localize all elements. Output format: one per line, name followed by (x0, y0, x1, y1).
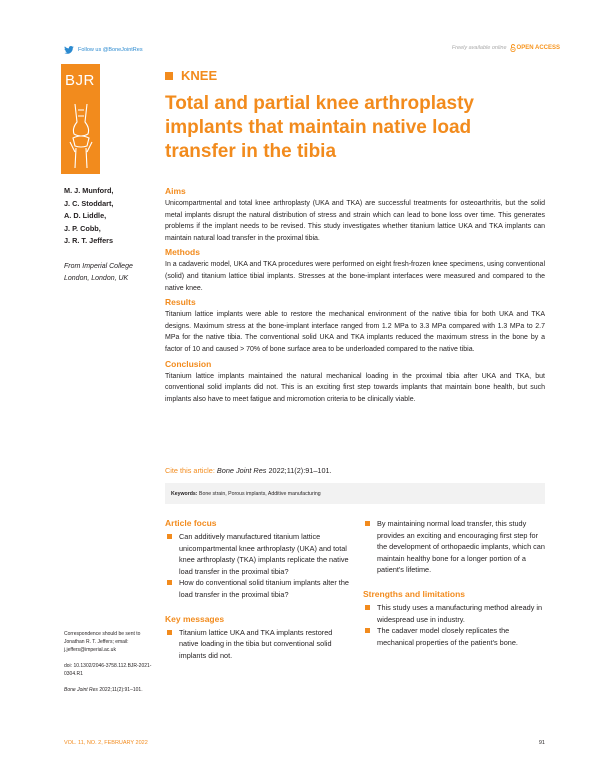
keywords-label: Keywords: (171, 491, 198, 497)
journal-logo: BJR (65, 72, 95, 89)
author: J. P. Cobb, (64, 223, 101, 233)
correspondence (64, 630, 159, 694)
correspondence-text: Correspondence should be sent to Jonathan R. T. Jeffers; email: j.jeffers@imperial.ac.uk (64, 631, 141, 653)
knee-joint-illustration-icon (66, 102, 96, 170)
keywords-box (165, 483, 545, 504)
journal-ref-name: Bone Joint Res (64, 687, 98, 693)
twitter-bird-icon (64, 46, 74, 54)
abstract-text-aims: Unicompartmental and total knee arthroplasty (UKA and TKA) are successful treatments for osteoarthritis, but the solid metal implants disrupt the natural distribution of stress and strain which can lead to bone loss over time. This generates problems if the implant needs to be revised. This study investigates whether titanium lattice UKA and TKA implants can maintain natural load transfer in the proximal tibia. (165, 200, 545, 242)
freely-available-text: Freely available online (451, 45, 507, 51)
key-messages-list-cont (363, 518, 547, 576)
author: A. D. Liddle, (64, 211, 107, 220)
open-lock-icon (510, 44, 516, 52)
oa-logo (510, 44, 560, 52)
article-focus-list (165, 531, 350, 601)
section-label (165, 68, 217, 83)
cite-label: Cite this article: (165, 466, 215, 475)
strengths-list (363, 602, 547, 648)
cite-journal: Bone Joint Res (216, 466, 267, 475)
article-focus-heading: Article focus (165, 518, 217, 528)
abstract-heading-results: Results (165, 297, 196, 308)
oa-brand-text: OPEN ACCESS (516, 45, 560, 51)
strengths-heading: Strengths and limitations (363, 588, 466, 599)
left-column (165, 518, 350, 661)
list-item: This study uses a manufacturing method already in widespread use in industry. (363, 602, 547, 625)
section-text: KNEE (181, 68, 218, 83)
list-item: By maintaining normal load transfer, this study provides an exciting and encouraging first step for the development of orthopaedic implants, which can maintain healthy bone for a longer portion of a patient's lifetime. (363, 518, 547, 576)
page-number: 91 (538, 740, 545, 746)
list-item: The cadaver model closely replicates the mechanical properties of the patient's bone. (363, 625, 547, 648)
abstract-heading-conclusion: Conclusion (165, 358, 212, 369)
section-square-icon (165, 72, 173, 80)
author-list (64, 185, 113, 248)
cite-line (165, 466, 332, 475)
journal-band (61, 64, 100, 174)
author: J. R. T. Jeffers (64, 236, 114, 245)
page-footer (64, 740, 545, 746)
key-messages-heading: Key messages (165, 613, 225, 624)
right-column (363, 518, 547, 648)
doi: doi: 10.1302/2046-3758.112.BJR-2021-0304.R1 (64, 663, 152, 677)
open-access-badge (452, 44, 560, 52)
list-item: How do conventional solid titanium implants alter the load transfer in the proximal tibia? (165, 577, 350, 600)
affiliation: From Imperial College London, London, UK (64, 263, 133, 282)
issue-info: VOL. 11, NO. 2, FEBRUARY 2022 (64, 740, 148, 746)
article-title: Total and partial knee arthroplasty implants that maintain native load transfer in the tibia (165, 93, 475, 162)
abstract-heading-methods: Methods (165, 247, 200, 258)
abstract-text-conclusion: Titanium lattice implants maintained the natural mechanical loading in the proximal tibia after UKA and TKA, but conventional solid implants did not. This is an exciting first step towards implants that maintain bone health, but such implants also have to meet fatigue and micromotion criteria to be clinically viable. (165, 372, 545, 403)
journal-ref (64, 686, 159, 694)
top-bar (64, 44, 560, 58)
follow-text: Follow us @BoneJointRes (78, 47, 143, 53)
cite-ref: 2022;11(2):91–101. (268, 466, 332, 475)
keywords-text: Bone strain, Porous implants, Additive manufacturing (198, 491, 321, 497)
abstract-heading-aims: Aims (165, 186, 186, 196)
abstract-text-methods: In a cadaveric model, UKA and TKA procedures were performed on eight fresh-frozen knee specimens, using conventional (solid) and titanium lattice tibial implants. Stresses at the bone-implant interfaces were measured and compared to the native knee. (165, 261, 545, 292)
follow-link[interactable] (64, 46, 143, 54)
author: J. C. Stoddart, (64, 198, 114, 208)
abstract-text-results: Titanium lattice implants were able to restore the mechanical environment of the native tibia for both UKA and TKA designs. Maximum stress at the bone-implant interface ranged from 1.2 MPa to 3.3 MPa compared with 1.3 MPa to 2.7 MPa for the native tibia. The conventional solid UKA and TKA implants reduced the maximum stress in the bone by a factor of 10 and caused > 70% of bone surface area to be underloaded compared to the native tibia. (165, 311, 545, 353)
author: M. J. Munford, (64, 186, 114, 195)
list-item: Can additively manufactured titanium lattice unicompartmental knee arthroplasty (UKA) and total knee arthroplasty (TKA) implants replicate the native load transfer in the proximal tibia? (165, 531, 350, 577)
abstract (165, 186, 545, 408)
key-messages-list (165, 627, 350, 662)
journal-ref-num: 2022;11(2):91–101. (99, 687, 143, 693)
list-item: Titanium lattice UKA and TKA implants restored native loading in the tibia but conventional solid implants did not. (165, 627, 350, 662)
